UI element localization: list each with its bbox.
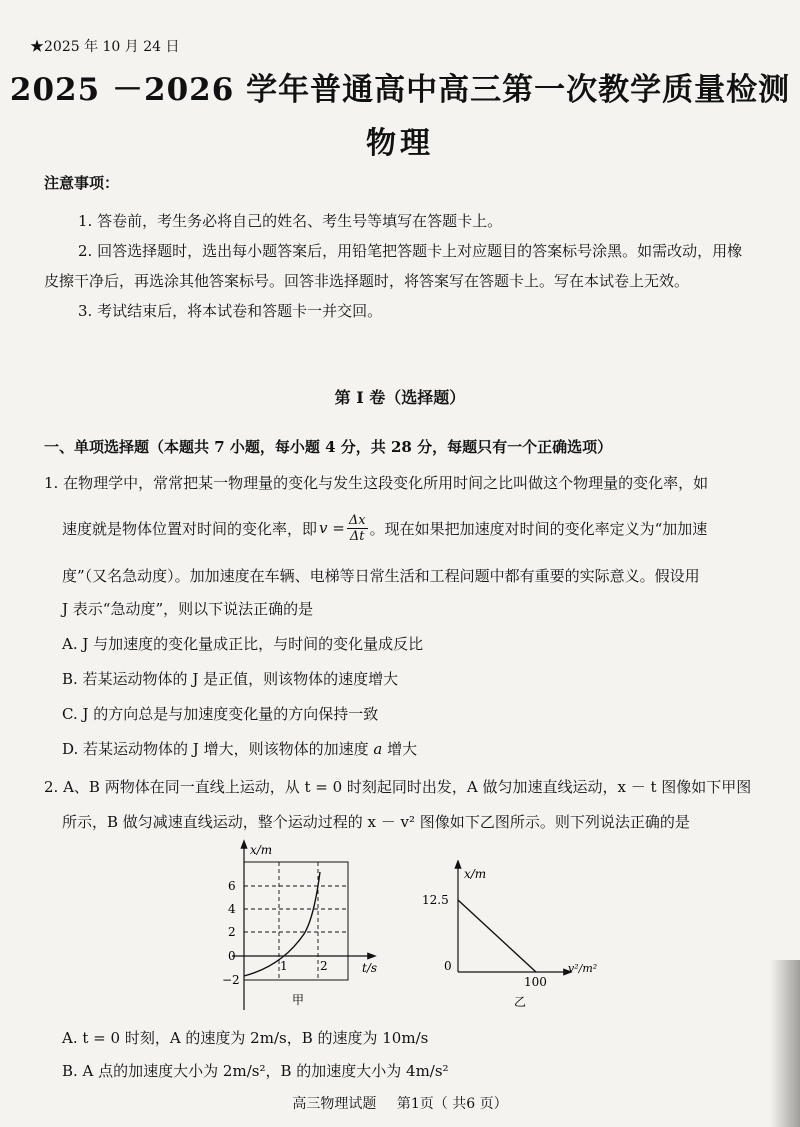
q1-line-2-pre: 速度就是物体位置对时间的变化率，即 <box>62 519 318 538</box>
q1-option-a: A. J 与加速度的变化量成正比，与时间的变化量成反比 <box>62 635 424 653</box>
jia-xtick-1: 1 <box>280 959 288 973</box>
jia-frame <box>244 862 348 980</box>
yi-x-label: v²/m² <box>568 962 598 975</box>
notice-heading: 注意事项： <box>44 174 120 192</box>
q1-formula-denominator: Δt <box>349 528 365 544</box>
yi-x-value: 100 <box>524 975 547 989</box>
q1-option-b: B. 若某运动物体的 J 是正值，则该物体的速度增大 <box>62 670 399 688</box>
q1-formula-fraction <box>347 513 368 544</box>
jia-xtick-2: 2 <box>320 959 328 973</box>
notice-item-2-line-2: 皮擦干净后，再选涂其他答案标号。回答非选择题时，将答案写在答题卡上。写在本试卷上无效。 <box>44 272 690 290</box>
jia-y-label: x/m <box>250 843 273 857</box>
page-edge-shadow <box>770 960 800 1127</box>
page-footer <box>0 1093 800 1113</box>
subject-title: 物理 <box>366 126 434 161</box>
q1-formula-numerator: Δx <box>348 512 366 528</box>
yi-origin: 0 <box>444 959 452 973</box>
yi-y-label: x/m <box>464 867 487 881</box>
q2-option-a: A. t = 0 时刻，A 的速度为 2m/s，B 的速度为 10m/s <box>62 1029 429 1047</box>
footer-page-number: 第1页（ 共6 页） <box>396 1096 508 1112</box>
part-heading: 一、单项选择题（本题共 7 小题，每小题 4 分，共 28 分，每题只有一个正确选项） <box>44 438 613 456</box>
notice-item-3: 3. 考试结束后，将本试卷和答题卡一并交回。 <box>78 302 383 320</box>
jia-ytick-0: 0 <box>228 949 236 963</box>
q1-formula-lhs: v = <box>319 519 345 537</box>
jia-ytick-2: 2 <box>228 925 236 939</box>
q1-line-2-post: 。现在如果把加速度对时间的变化率定义为“加加速 <box>369 519 708 538</box>
jia-caption: 甲 <box>292 993 305 1007</box>
yi-caption: 乙 <box>514 995 527 1009</box>
jia-ytick-6: 6 <box>228 879 236 893</box>
yi-y-value: 12.5 <box>422 893 449 907</box>
exam-title: 2025 －2026 学年普通高中高三第一次教学质量检测 <box>9 72 791 108</box>
exam-date: ★2025 年 10 月 24 日 <box>30 39 180 55</box>
q1-option-d-var: a <box>373 740 383 758</box>
yi-line <box>458 900 536 972</box>
section-heading: 第 I 卷（选择题） <box>334 388 466 407</box>
jia-ytick-4: 4 <box>228 902 236 916</box>
q1-option-d-post: 增大 <box>387 740 418 758</box>
q1-line-2 <box>62 510 707 546</box>
q1-line-3: 度”（又名急动度）。加加速度在车辆、电梯等日常生活和工程问题中都有重要的实际意义。假设用 <box>62 567 700 585</box>
q2-line-2: 所示，B 做匀减速直线运动，整个运动过程的 x － v² 图像如下乙图所示。则下列说法正确的是 <box>62 813 690 831</box>
footer-exam-name: 高三物理试题 <box>292 1096 377 1112</box>
q1-line-1: 1. 在物理学中，常常把某一物理量的变化与发生这段变化所用时间之比叫做这个物理量的变化率，如 <box>44 474 709 492</box>
q1-option-d-pre: D. 若某运动物体的 J 增大，则该物体的加速度 <box>62 740 369 758</box>
jia-x-label: t/s <box>362 961 378 975</box>
q1-option-d <box>62 738 417 759</box>
q2-option-b: B. A 点的加速度大小为 2m/s²，B 的加速度大小为 4m/s² <box>62 1062 449 1080</box>
figure-yi <box>418 860 598 1010</box>
q1-option-c: C. J 的方向总是与加速度变化量的方向保持一致 <box>62 705 379 723</box>
jia-ytick-neg2: −2 <box>222 973 240 987</box>
notice-item-1: 1. 答卷前，考生务必将自己的姓名、考生号等填写在答题卡上。 <box>78 212 503 230</box>
q2-line-1: 2. A、B 两物体在同一直线上运动，从 t = 0 时刻起同时出发，A 做匀加速直线运动，x － t 图像如下甲图 <box>44 778 752 796</box>
figure-jia <box>212 838 382 1018</box>
notice-item-2-line-1: 2. 回答选择题时，选出每小题答案后，用铅笔把答题卡上对应题目的答案标号涂黑。如需改动，用橡 <box>78 242 743 260</box>
q1-line-4: J 表示“急动度”，则以下说法正确的是 <box>62 600 314 618</box>
jia-gridlines <box>244 862 348 980</box>
